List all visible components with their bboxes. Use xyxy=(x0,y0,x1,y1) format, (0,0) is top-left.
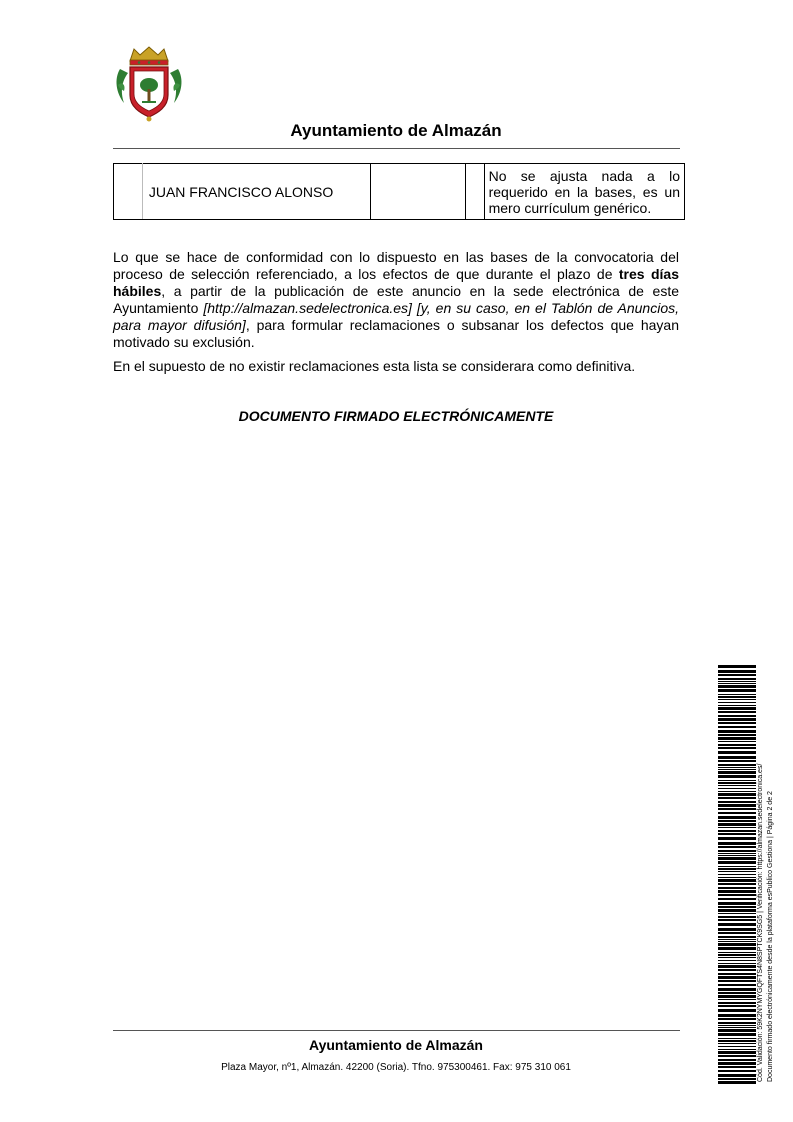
definitive-list-paragraph: En el supuesto de no existir reclamaciones esta lista se considerara como definitiva. xyxy=(113,358,636,374)
barcode-bar xyxy=(718,1070,756,1072)
barcode-bar xyxy=(718,976,756,979)
barcode-bar xyxy=(718,734,756,736)
barcode-bar xyxy=(718,947,756,950)
barcode-bar xyxy=(718,678,756,680)
barcode-bar xyxy=(718,932,756,934)
barcode-bar xyxy=(718,868,756,870)
header-divider xyxy=(113,148,680,149)
barcode-bar xyxy=(718,954,756,956)
barcode-bar xyxy=(718,902,756,905)
barcode-bar xyxy=(718,984,756,986)
deadline-text: tres días hábiles xyxy=(113,266,679,299)
barcode-bar xyxy=(718,797,756,799)
barcode-bar xyxy=(718,730,756,733)
barcode-bar xyxy=(718,1049,756,1050)
barcode-bar xyxy=(718,957,756,958)
barcode-bar xyxy=(718,1027,756,1028)
barcode-bar xyxy=(718,1046,756,1047)
barcode-bar xyxy=(718,1038,756,1039)
barcode-bar xyxy=(718,788,756,789)
barcode-bar xyxy=(718,689,756,692)
sede-reference: [http://almazan.sedelectronica.es] [y, en su caso, en el Tablón de Anuncios, para mayor difusión] xyxy=(113,300,679,333)
barcode-bar xyxy=(718,683,756,684)
barcode-bar xyxy=(718,741,756,742)
barcode-bar xyxy=(718,780,756,781)
barcode-bar xyxy=(718,793,756,796)
barcode-bar xyxy=(718,702,756,703)
barcode-bar xyxy=(718,764,756,766)
barcode-bar xyxy=(718,696,756,698)
barcode-bar xyxy=(718,861,756,864)
notice-paragraph xyxy=(113,249,679,351)
validation-barcode xyxy=(718,665,756,1085)
barcode-bar xyxy=(718,939,756,940)
barcode-bar xyxy=(718,857,756,860)
barcode-bar xyxy=(718,804,756,807)
barcode-bar xyxy=(718,685,756,688)
barcode-bar xyxy=(718,992,756,994)
header-title: Ayuntamiento de Almazán xyxy=(290,121,502,140)
barcode-bar xyxy=(718,965,756,968)
barcode-bar xyxy=(718,681,756,682)
barcode-bar xyxy=(718,1040,756,1042)
barcode-bar xyxy=(718,853,756,854)
excluded-applicants-table xyxy=(113,163,685,220)
barcode-bar xyxy=(718,916,756,918)
barcode-bar xyxy=(718,980,756,982)
validation-code-line: Cód. Validación: 59K2NYMYGQFTS4N8SPTCK9SG5 | Verificación: https://almazan.sedelectronica.es/ xyxy=(757,763,764,1082)
barcode-bar xyxy=(718,919,756,921)
applicant-name: JUAN FRANCISCO ALONSO xyxy=(142,164,370,220)
barcode-bar xyxy=(718,744,756,746)
barcode-bar xyxy=(718,782,756,784)
barcode-bar xyxy=(718,995,756,998)
notice-text-1: Lo que se hace de conformidad con lo dispuesto en las bases de la convocatoria del proceso de selección referenciado, a los efectos de que durante el plazo de xyxy=(113,249,679,282)
barcode-bar xyxy=(718,941,756,942)
barcode-bar xyxy=(718,874,756,875)
barcode-bar xyxy=(718,722,756,724)
barcode-bar xyxy=(718,936,756,938)
barcode-bar xyxy=(718,737,756,740)
barcode-bar xyxy=(718,756,756,759)
barcode-bar xyxy=(718,1002,756,1004)
barcode-bar xyxy=(718,1066,756,1068)
barcode-bar xyxy=(718,1014,756,1017)
barcode-bar xyxy=(718,830,756,832)
barcode-bar xyxy=(718,823,756,826)
notice-text-3: , para formular reclamaciones o subsanar los defectos que hayan motivado su exclusión. xyxy=(113,317,679,350)
barcode-bar xyxy=(718,988,756,991)
barcode-bar xyxy=(718,1043,756,1044)
barcode-bar xyxy=(718,866,756,867)
barcode-bar xyxy=(718,1029,756,1032)
barcode-bar xyxy=(718,820,756,822)
barcode-bar xyxy=(718,909,756,912)
barcode-bar xyxy=(718,1025,756,1026)
barcode-bar xyxy=(718,670,756,673)
barcode-bar xyxy=(718,771,756,774)
coat-of-arms-logo xyxy=(112,45,186,123)
barcode-bar xyxy=(718,1062,756,1065)
barcode-bar xyxy=(718,711,756,713)
barcode-bar xyxy=(718,928,756,931)
barcode-bar xyxy=(718,1022,756,1024)
barcode-bar xyxy=(718,694,756,695)
barcode-bar xyxy=(718,747,756,749)
barcode-bar xyxy=(718,812,756,814)
barcode-bar xyxy=(718,890,756,893)
barcode-bar xyxy=(718,898,756,900)
barcode-bar xyxy=(718,751,756,754)
barcode-bar xyxy=(718,879,756,882)
barcode-bar xyxy=(718,767,756,768)
barcode-bar xyxy=(718,855,756,856)
barcode-bar xyxy=(718,846,756,848)
barcode-bar xyxy=(718,718,756,721)
barcode-bar xyxy=(718,808,756,810)
barcode-bar xyxy=(718,1081,756,1084)
barcode-bar xyxy=(718,1059,756,1061)
barcode-bar xyxy=(718,1074,756,1077)
barcode-bar xyxy=(718,877,756,878)
table-cell-status xyxy=(465,164,484,220)
notice-text-2: , a partir de la publicación de este anuncio en la sede electrónica de este Ayuntamiento xyxy=(113,283,679,316)
barcode-bar xyxy=(718,963,756,964)
validation-side-text xyxy=(756,662,778,1082)
footer-address: Plaza Mayor, nº1, Almazán. 42200 (Soria). Tfno. 975300461. Fax: 975 310 061 xyxy=(221,1062,571,1073)
barcode-bar xyxy=(718,887,756,889)
barcode-bar xyxy=(718,816,756,819)
barcode-bar xyxy=(718,827,756,828)
barcode-bar xyxy=(718,999,756,1000)
barcode-bar xyxy=(718,785,756,786)
barcode-bar xyxy=(718,883,756,885)
barcode-bar xyxy=(718,1078,756,1080)
barcode-bar xyxy=(718,791,756,792)
barcode-bar xyxy=(718,665,756,668)
barcode-bar xyxy=(718,705,756,706)
footer-title: Ayuntamiento de Almazán xyxy=(309,1037,483,1053)
barcode-bar xyxy=(718,801,756,803)
barcode-bar xyxy=(718,726,756,728)
barcode-bar xyxy=(718,837,756,840)
barcode-bar xyxy=(718,1005,756,1007)
exclusion-reason: No se ajusta nada a lo requerido en la bases, es un mero currículum genérico. xyxy=(484,164,684,220)
footer-divider xyxy=(113,1030,680,1031)
table-cell-index xyxy=(114,164,143,220)
barcode-bar xyxy=(718,833,756,835)
barcode-bar xyxy=(718,775,756,778)
signed-electronically-notice: DOCUMENTO FIRMADO ELECTRÓNICAMENTE xyxy=(238,408,554,424)
barcode-bar xyxy=(718,674,756,676)
barcode-bar xyxy=(718,1051,756,1054)
barcode-bar xyxy=(718,906,756,908)
barcode-bar xyxy=(718,923,756,926)
barcode-bar xyxy=(718,943,756,946)
barcode-bar xyxy=(718,707,756,710)
barcode-bar xyxy=(718,715,756,717)
barcode-bar xyxy=(718,952,756,953)
platform-page-line: Documento firmado electrónicamente desde la plataforma esPublico Gestiona | Página 2 de 2 xyxy=(767,791,774,1082)
barcode-bar xyxy=(718,969,756,971)
barcode-bar xyxy=(718,850,756,852)
barcode-bar xyxy=(718,1018,756,1020)
barcode-bar xyxy=(718,760,756,762)
barcode-bar xyxy=(718,699,756,700)
barcode-bar xyxy=(718,960,756,961)
barcode-bar xyxy=(718,913,756,914)
barcode-bar xyxy=(718,1009,756,1012)
barcode-bar xyxy=(718,973,756,975)
barcode-bar xyxy=(718,1033,756,1036)
barcode-bar xyxy=(718,894,756,896)
table-cell-id xyxy=(371,164,466,220)
barcode-bar xyxy=(718,769,756,770)
barcode-bar xyxy=(718,842,756,845)
barcode-bar xyxy=(718,1055,756,1057)
table-row xyxy=(114,164,685,220)
barcode-bar xyxy=(718,871,756,872)
